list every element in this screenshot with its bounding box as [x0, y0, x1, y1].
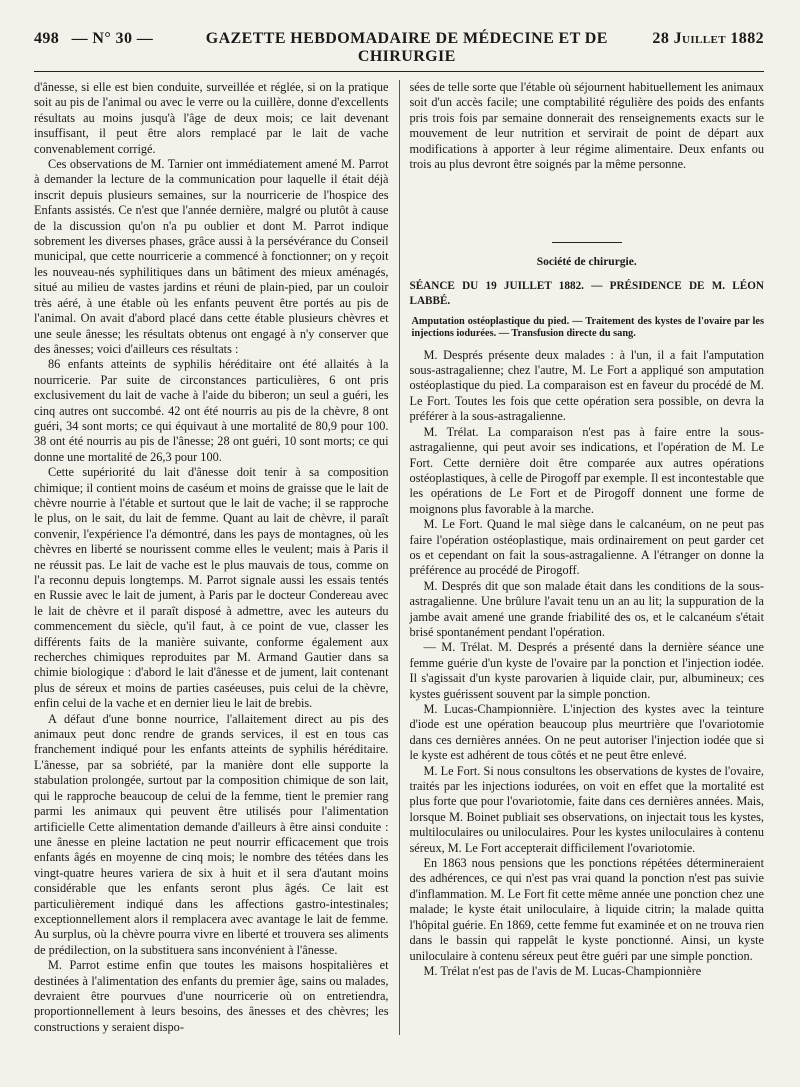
- right-column: [399, 80, 765, 1035]
- session-summary: Amputation ostéoplastique du pied. — Traitement des kystes de l'ovaire par les injections iodurées. — Transfusion directe du sang.: [411, 315, 764, 339]
- paragraph: — M. Trélat. M. Després a présenté dans la dernière séance une femme guérie d'un kyste de l'ovaire par la ponction et l'injection iodée. Il s'agissait d'un kyste parovarien à liquide clair, pur, albumineux; ces kystes guérissent souvent par la simple ponction.: [409, 640, 764, 701]
- paragraph: M. Parrot estime enfin que toutes les maisons hospitalières et destinées à l'alimentation des enfants du premier âge, sains ou malades, devraient être pourvues d'une nourricerie où on entretiendra, proportionnellement à leurs besoins, des ânesses et des chèvres; les constructions y seraient dispo-: [34, 958, 389, 1034]
- issue-number: — N° 30 —: [71, 30, 154, 47]
- paragraph: M. Trélat n'est pas de l'avis de M. Lucas-Championnière: [423, 963, 702, 978]
- paragraph: M. Le Fort. Si nous consultons les observations de kystes de l'ovaire, traités par les injections iodurées, on voit en effet que la mortalité est plus forte que pour l'ovariotomie, faite dans ces dernières années. Mais, lorsque M. Boinet publiait ses observations, on injectait tous les kystes, multiloculaires ou uniloculaires. Pour les kystes uniloculaires à contenu séreux, M. Le Fort accepterait difficilement l'ovariotomie.: [409, 763, 764, 855]
- paragraph: En 1863 nous pensions que les ponctions répétées détermineraient des adhérences, ce qui n'est pas vrai quand la ponction n'est pas suivie d'inflammation. M. Le Fort fit cette même année une ponction chez une malade; le kyste était uniloculaire, à liquide citrin; la malade quitta l'hôpital guérie. En 1869, cette femme fut examinée et on ne trouva rien dans le bassin qui rappelât le kyste ponctionné. Ainsi, un kyste uniloculaire à contenu séreux peut être guéri par une simple ponction.: [409, 856, 764, 963]
- paragraph: Ces observations de M. Tarnier ont immédiatement amené M. Parrot à demander la lecture de la communication pour laquelle il était déjà inscrit depuis plusieurs semaines, sur la nourricerie de l'hospice des Enfants assistés. Ce n'est que l'année dernière, malgré ou plutôt à cause de la discussion qu'on n'a pu oublier et dont M. Parrot indique sobrement les diverses phases, grâce aussi à la persévérance du Conseil municipal, que cette nourricerie a commencé à fonctionner; on y reçoit les nouveau-nés syphilitiques dans un bâtiment des mieux aménagés, situé au milieu de vastes jardins et réuni de plain-pied, par un couloir très aéré, à une étable où les enfants peuvent être portés au pis de l'animal. On avait d'abord placé dans cette étable plusieurs chèvres et une seule ânesse; les résultats obtenus ont engagé à n'y conserver que des ânesses; voici d'ailleurs ces résultats :: [34, 157, 389, 356]
- paragraph: M. Després présente deux malades : à l'un, il a fait l'amputation sous-astragalienne; chez l'autre, M. Le Fort a appliqué son amputation ostéoplastique du pied. La comparaison est en faveur du procédé de M. Le Fort. Toutes les fois que cette opération sera possible, on devra la préférer à la sous-astragalienne.: [409, 347, 764, 424]
- left-column: [34, 80, 399, 1035]
- journal-title: GAZETTE HEBDOMADAIRE DE MÉDECINE ET DE CHIRURGIE: [205, 30, 608, 65]
- section-divider: [552, 242, 622, 243]
- paragraph: A défaut d'une bonne nourrice, l'allaitement direct au pis des animaux peut donc rendre de grands services, il est en tous cas franchement indiqué pour les enfants atteints de syphilis héréditaire. L'ânesse, par sa sobriété, par la manière dont elle supporte la stabulation prolongée, surtout par la composition chimique de son lait, qui le rapproche beaucoup de celui de la femme, tient le premier rang parmi les animaux qui peuvent être utilisés pour l'alimentation artificielle Cette alimentation demande d'ailleurs à être ainsi conduite : une ânesse en pleine lactation ne peut nourrir efficacement que trois enfants âgés en moyenne de cinq mois; le nombre des tétées dans les vingt-quatre heures variera de six à huit et il sera d'autant moins considérable que les enfants seront plus âgés. Ce lait est particulièrement indiqué dans les affections gastro-intestinales; exceptionnellement alors il remplacera avec avantage le lait de femme. Au surplus, où la chèvre pourra vivre en liberté et trouvera ses aliments de prédilection, on la substituera sans inconvénient à l'ânesse.: [34, 711, 389, 957]
- seance-line: SÉANCE DU 19 JUILLET 1882. — PRÉSIDENCE DE M. LÉON LABBÉ.: [409, 279, 764, 308]
- issue-date: 28 Juillet 1882: [652, 30, 764, 47]
- paragraph: M. Le Fort. Quand le mal siège dans le calcanéum, on ne peut pas faire l'opération ostéoplastique, mais ordinairement on peut garder cet os et cependant on fait la sous-astragalienne. A l'étranger on donne la préférence au procédé de Pirogoff.: [409, 517, 764, 578]
- paragraph: M. Després dit que son malade était dans les conditions de la sous-astragalienne. Une brûlure l'avait tenu un an au lit; la suppuration de la jambe avait amené une grande friabilité des os, et le calcanéum s'était brisé spontanément pendant l'opération.: [409, 578, 764, 639]
- two-column-body: [34, 80, 764, 1035]
- header-left: [34, 30, 161, 48]
- paragraph: M. Lucas-Championnière. L'injection des kystes avec la teinture d'iode est une opération beaucoup plus meurtrière que l'ovariotomie dans ces dernières années. On ne peut autoriser l'injection iodée que si le kyste est adhérent de tous côtés et ne peut être enlevé.: [409, 702, 764, 763]
- page-number: 498: [34, 30, 60, 47]
- section-title: Société de chirurgie.: [536, 256, 637, 269]
- paragraph: 86 enfants atteints de syphilis héréditaire ont été allaités à la nourricerie. Par suite de circonstances particulières, 6 ont pris exclusivement du lait de vache à l'aide du biberon; un seul a guéri, les cinq autres ont succombé. 42 ont été nourris au pis de la chèvre, 8 ont guéri, 34 sont morts; ce qui équivaut à une mortalité de 80,9 pour 100. 38 ont été nourris au pis de l'ânesse; 28 ont guéri, 10 sont morts; ce qui donne une mortalité de 26,3 pour 100.: [34, 357, 389, 464]
- paragraph: d'ânesse, si elle est bien conduite, surveillée et réglée, si on la pratique soit au pis de l'animal ou avec le verre ou la cuillère, donne d'excellents résultats au moins jusqu'à l'âge de deux mois; ce lait devenant insuffisant, il peut être alors remplacé par le lait de vache convenablement corrigé.: [34, 80, 389, 156]
- page-header: [34, 30, 764, 72]
- paragraph: Cette supériorité du lait d'ânesse doit tenir à sa composition chimique; il contient moins de caséum et moins de graisse que le lait de chèvre nourrie à l'étable et surtout que le lait de vache; il se rapproche le plus, on le sait, du lait de femme. Quant au lait de chèvre, il paraît convenir, l'expérience l'a démontré, dans les pays de montagnes, où les chèvres en liberté se nourissent comme elles le veulent; mais à Paris il ne réussit pas. Le lait de vache est le plus mauvais de tous, comme on l'a reconnu depuis longtemps. M. Parrot signale aussi les essais tentés en Russie avec le lait de jument, à Paris par le docteur Condereau avec le lait de chèvre et il paraît disposé à admettre, avec les auteurs du commencement du siècle, qu'il faut, à ce point de vue, classer les différents faits de la manière suivante, conforme également aux recherches chimiques reproduites par M. Armand Gautier dans sa chimie biologique : d'abord le lait d'ânesse et de jument, lait contenant plus de séreux et moins de parties caséeuses, puis celui de la chèvre, enfin celui de la vache et en dernier lieu le lait de brebis.: [34, 465, 389, 711]
- paragraph: sées de telle sorte que l'étable où séjournent habituellement les animaux soit d'un accès facile; une comptabilité régulière des poids des enfants pris trois fois par semaine donnerait des renseignements exacts sur le mouvement de leur nutrition et servirait de point de départ aux modifications à apporter à leur régime alimentaire. Deux enfants ou trois au plus devront être soignés par la même personne.: [409, 80, 764, 172]
- paragraph: M. Trélat. La comparaison n'est pas à faire entre la sous-astragalienne, qui peut avoir ses indications, et l'opération de M. Le Fort. Cette dernière doit être comparée aux autres opérations ostéoplastiques, à celle de Pirogoff par exemple. Il est incontestable que les opérations de Le Fort et de Pirogoff donnent une forme de moignons plus favorable à la marche.: [409, 424, 764, 516]
